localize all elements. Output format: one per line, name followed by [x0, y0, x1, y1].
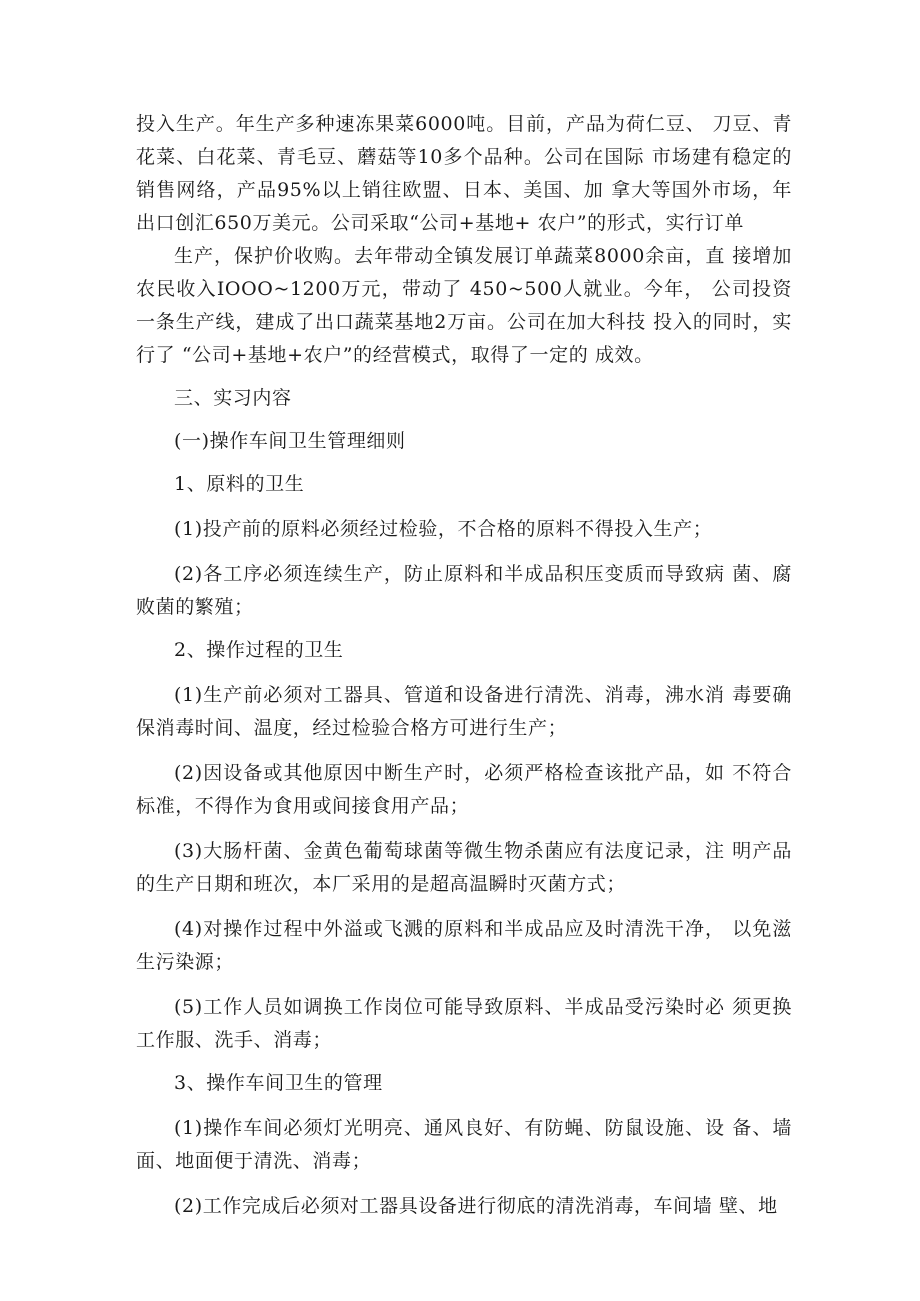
- item-heading-process-hygiene: 2、操作过程的卫生: [174, 639, 344, 661]
- section-heading-internship-content: 三、实习内容: [174, 387, 292, 409]
- item-heading-raw-material-hygiene: 1、原料的卫生: [174, 473, 305, 495]
- subsection-heading-workshop-hygiene: (一)操作车间卫生管理细则: [174, 430, 406, 452]
- item-heading-workshop-management: 3、操作车间卫生的管理: [174, 1072, 383, 1094]
- list-item-workshop-facilities: (1)操作车间必须灯光明亮、通风良好、有防蝇、防鼠设施、设 备、墙面、地面便于清洗、消毒；: [136, 1117, 792, 1172]
- list-item-spill-cleaning: (4)对操作过程中外溢或飞溅的原料和半成品应及时清洗干净， 以免滋生污染源；: [136, 918, 792, 973]
- list-item-interruption-check: (2)因设备或其他原因中断生产时，必须严格检查该批产品，如 不符合标准，不得作为食用或间接食用产品；: [136, 762, 792, 817]
- list-item-after-work-cleaning: (2)工作完成后必须对工器具设备进行彻底的清洗消毒，车间墙 壁、地: [174, 1195, 778, 1217]
- list-item-equipment-cleaning: (1)生产前必须对工器具、管道和设备进行清洗、消毒，沸水消 毒要确保消毒时间、温度，经过检验合格方可进行生产；: [136, 684, 792, 739]
- paragraph-order-production: 生产，保护价收购。去年带动全镇发展订单蔬菜8000余亩，直 接增加农民收入IOOO~1200万元，带动了 450~500人就业。今年， 公司投资一条生产线，建成了出口蔬菜基地2万亩。公司在加大科技 投入的同时，实行了 “公司+基地+农户”的经营模式，取得了一定的 成效。: [136, 245, 792, 366]
- paragraph-company-production: 投入生产。年生产多种速冻果菜6000吨。目前，产品为荷仁豆、 刀豆、青花菜、白花菜、青毛豆、蘑菇等10多个品种。公司在国际 市场建有稳定的销售网络，产品95%以上销往欧盟、日本、美国、加 拿大等国外市场，年出口创汇650万美元。公司采取“公司+基地+ 农户”的形式，实行订单: [136, 113, 792, 234]
- list-item-raw-inspection: (1)投产前的原料必须经过检验，不合格的原料不得投入生产；: [174, 518, 713, 540]
- list-item-continuous-production: (2)各工序必须连续生产，防止原料和半成品积压变质而导致病 菌、腐败菌的繁殖；: [136, 563, 792, 618]
- list-item-staff-change: (5)工作人员如调换工作岗位可能导致原料、半成品受污染时必 须更换工作服、洗手、消毒；: [136, 996, 792, 1051]
- list-item-sterilization-record: (3)大肠杆菌、金黄色葡萄球菌等微生物杀菌应有法度记录，注 明产品的生产日期和班次，本厂采用的是超高温瞬时灭菌方式；: [136, 840, 792, 895]
